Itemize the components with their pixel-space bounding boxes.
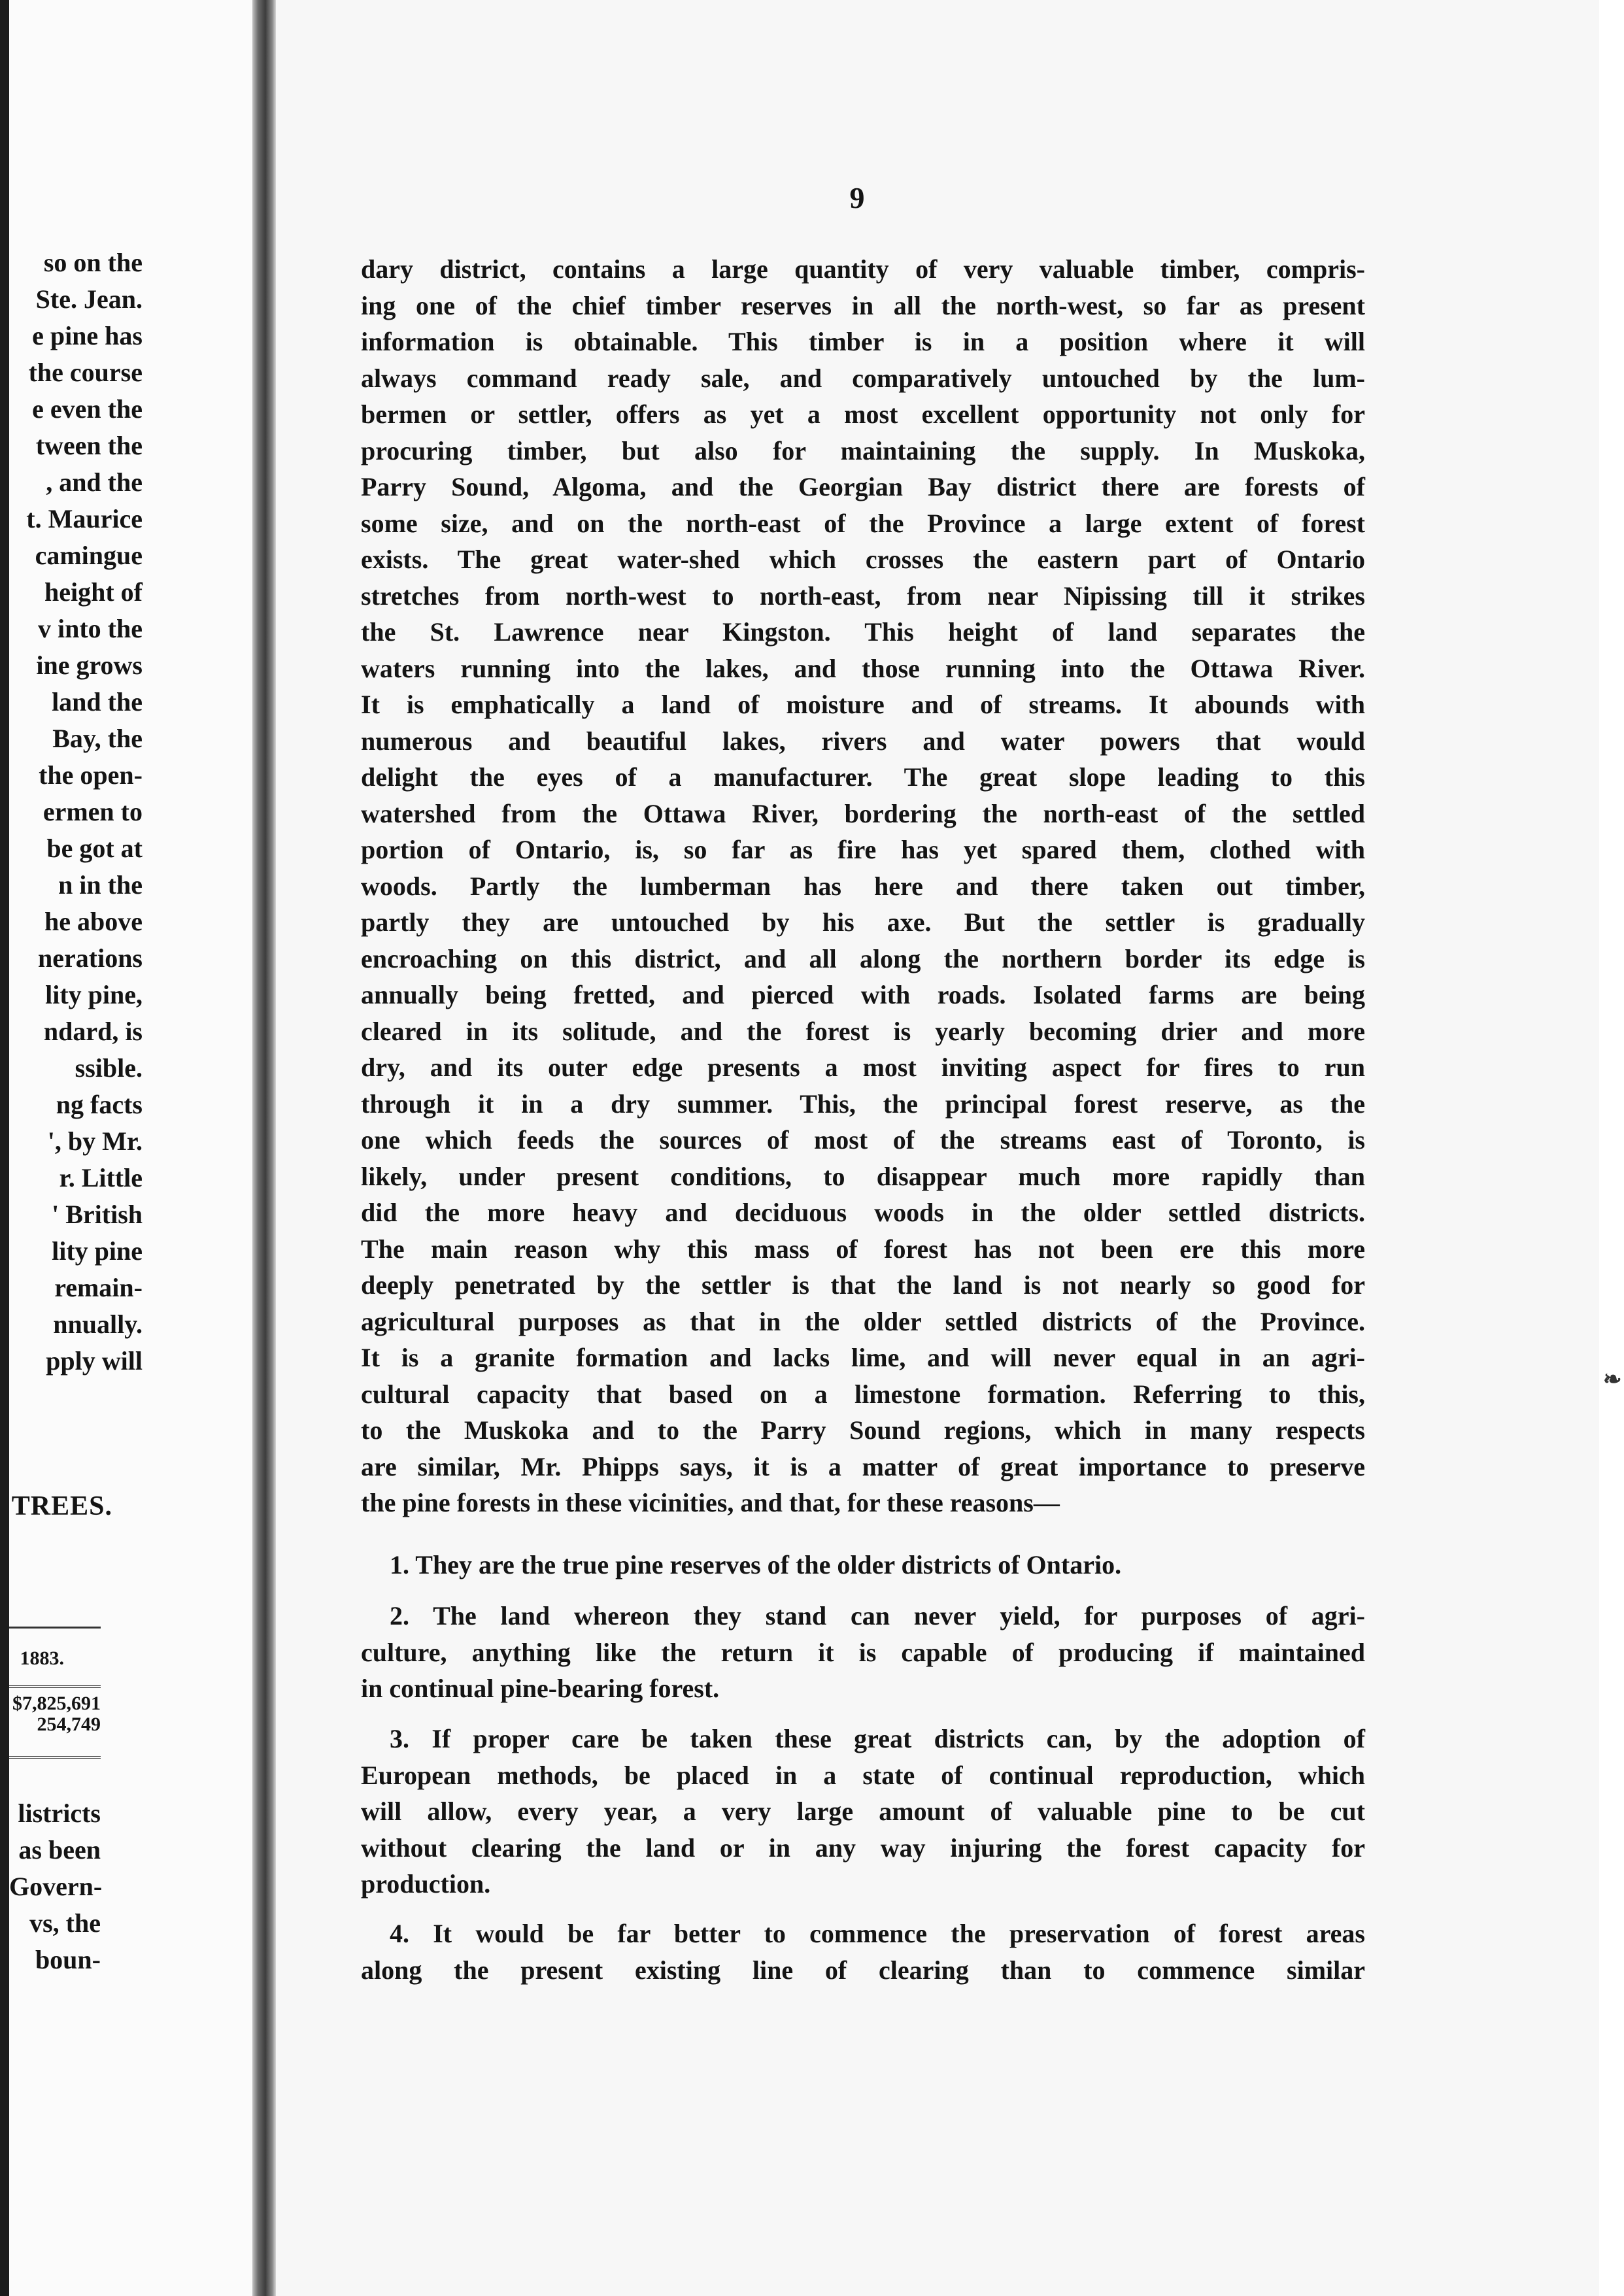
text-line: watershed from the Ottawa River, bordering the north-east of the settled xyxy=(361,798,1365,828)
facing-line: pply will xyxy=(46,1346,143,1376)
text-line: numerous and beautiful lakes, rivers and water powers that would xyxy=(361,726,1365,756)
facing-line: Govern- xyxy=(9,1872,103,1901)
list-item-line: will allow, every year, a very large amount of valuable pine to be cut xyxy=(361,1797,1365,1826)
list-item-line: in continual pine-bearing forest. xyxy=(361,1674,720,1703)
text-line: woods. Partly the lumberman has here and there taken out timber, xyxy=(361,871,1365,901)
facing-table-value: $7,825,691 xyxy=(12,1693,101,1714)
facing-line: the open- xyxy=(39,760,143,790)
text-line: deeply penetrated by the settler is that the land is not nearly so good for xyxy=(361,1270,1365,1300)
book-spine-gutter xyxy=(252,0,276,2296)
text-line: one which feeds the sources of most of the streams east of Toronto, is xyxy=(361,1125,1365,1155)
facing-line: he above xyxy=(44,907,143,936)
facing-line: listricts xyxy=(18,1798,101,1828)
text-line: through it in a dry summer. This, the principal forest reserve, as the xyxy=(361,1089,1365,1119)
text-line: information is obtainable. This timber is in a position where it will xyxy=(361,327,1365,356)
facing-line: the course xyxy=(28,358,143,387)
facing-line: v into the xyxy=(38,614,143,643)
facing-line: ng facts xyxy=(56,1090,143,1119)
list-item-line: culture, anything like the return it is capable of producing if maintained xyxy=(361,1637,1365,1667)
page-number: 9 xyxy=(849,181,865,214)
facing-line: e pine has xyxy=(32,321,143,350)
text-line: dary district, contains a large quantity of very valuable timber, compris- xyxy=(361,254,1365,284)
text-line: Parry Sound, Algoma, and the Georgian Bay district there are forests of xyxy=(361,472,1365,501)
text-line: to the Muskoka and to the Parry Sound regions, which in many respects xyxy=(361,1415,1365,1445)
facing-line: nnually. xyxy=(53,1309,143,1339)
facing-line: ndard, is xyxy=(43,1017,143,1046)
text-line: partly they are untouched by his axe. But the settler is gradually xyxy=(361,907,1365,937)
scan-backdrop-left xyxy=(0,0,9,2296)
facing-line: be got at xyxy=(46,834,143,863)
facing-line: boun- xyxy=(35,1945,101,1974)
text-line: the St. Lawrence near Kingston. This height of land separates the xyxy=(361,617,1365,647)
list-item-line: 2. The land whereon they stand can never yield, for purposes of agri- xyxy=(390,1601,1365,1630)
facing-page-text-lower xyxy=(9,1795,101,1978)
facing-table-year: 1883. xyxy=(20,1647,64,1669)
list-item-line: without clearing the land or in any way injuring the forest capacity for xyxy=(361,1832,1365,1863)
text-line: stretches from north-west to north-east, from near Nipissing till it strikes xyxy=(361,581,1365,611)
facing-line: n in the xyxy=(58,870,143,900)
list-item-line: along the present existing line of clearing than to commence similar xyxy=(361,1955,1365,1985)
list-item xyxy=(361,1598,1365,1707)
body-paragraph xyxy=(361,251,1365,1521)
facing-table-value: 254,749 xyxy=(37,1714,101,1735)
text-line: portion of Ontario, is, so far as fire has yet spared them, clothed with xyxy=(361,835,1365,864)
text-line: It is emphatically a land of moisture and of streams. It abounds with xyxy=(361,690,1365,719)
text-line: are similar, Mr. Phipps says, it is a matter of great importance to preserve xyxy=(361,1451,1365,1481)
facing-line: land the xyxy=(52,687,143,717)
text-line: dry, and its outer edge presents a most inviting aspect for fires to run xyxy=(361,1053,1365,1082)
text-line: exists. The great water-shed which crosses the eastern part of Ontario xyxy=(361,545,1365,574)
facing-line: e even the xyxy=(32,394,143,424)
facing-line: so on the xyxy=(43,248,143,277)
text-line: cleared in its solitude, and the forest is yearly becoming drier and more xyxy=(361,1016,1365,1046)
text-line: some size, and on the north-east of the Province a large extent of forest xyxy=(361,508,1365,538)
facing-line: camingue xyxy=(35,541,143,570)
facing-line: Bay, the xyxy=(52,724,143,753)
text-line: ing one of the chief timber reserves in all the north-west, so far as present xyxy=(361,290,1365,320)
facing-line: t. Maurice xyxy=(26,504,143,533)
facing-line: remain- xyxy=(54,1273,143,1302)
ornament-icon: ❧ xyxy=(1603,1368,1622,1392)
facing-line: ine grows xyxy=(36,650,143,680)
facing-table-rule xyxy=(9,1627,101,1629)
text-line: bermen or settler, offers as yet a most excellent opportunity not only for xyxy=(361,399,1365,429)
facing-line: ermen to xyxy=(42,797,143,826)
facing-line: ', by Mr. xyxy=(47,1126,143,1156)
list-item-line: European methods, be placed in a state of continual reproduction, which xyxy=(361,1760,1365,1790)
text-line: procuring timber, but also for maintaining the supply. In Muskoka, xyxy=(361,435,1365,465)
facing-section-heading: TREES. xyxy=(11,1491,112,1521)
facing-line: lity pine, xyxy=(45,980,143,1009)
text-line: annually being fretted, and pierced with roads. Isolated farms are being xyxy=(361,980,1365,1009)
list-item-line: 3. If proper care be taken these great districts can, by the adoption of xyxy=(390,1724,1365,1753)
text-line: The main reason why this mass of forest has not been ere this more xyxy=(361,1234,1365,1264)
facing-table-rule xyxy=(9,1685,101,1688)
text-line: did the more heavy and deciduous woods in the older settled districts. xyxy=(361,1198,1365,1227)
list-item xyxy=(361,1547,1365,1583)
facing-page-left xyxy=(9,0,252,2296)
text-line: cultural capacity that based on a limestone formation. Referring to this, xyxy=(361,1379,1365,1409)
text-line: delight the eyes of a manufacturer. The great slope leading to this xyxy=(361,762,1365,792)
facing-line: Ste. Jean. xyxy=(35,284,143,314)
facing-line: ' British xyxy=(52,1200,143,1229)
text-line: the pine forests in these vicinities, and that, for these reasons— xyxy=(361,1488,1060,1517)
facing-table-rule xyxy=(9,1756,101,1759)
text-line: likely, under present conditions, to disappear much more rapidly than xyxy=(361,1161,1365,1191)
facing-line: lity pine xyxy=(52,1236,143,1266)
facing-line: nerations xyxy=(38,943,143,973)
facing-line: vs, the xyxy=(29,1908,101,1938)
text-line: waters running into the lakes, and those running into the Ottawa River. xyxy=(361,653,1365,683)
facing-line: , and the xyxy=(46,467,143,497)
text-line: always command ready sale, and comparatively untouched by the lum- xyxy=(361,363,1365,393)
facing-line: tween the xyxy=(35,431,143,460)
facing-line: height of xyxy=(44,577,143,607)
text-line: agricultural purposes as that in the older settled districts of the Province. xyxy=(361,1306,1365,1336)
list-item xyxy=(361,1916,1365,1988)
list-item xyxy=(361,1721,1365,1902)
scan-backdrop-right xyxy=(1599,0,1624,2296)
list-item-line: 1. They are the true pine reserves of the older districts of Ontario. xyxy=(390,1550,1122,1579)
list-item-line: 4. It would be far better to commence the preservation of forest areas xyxy=(390,1919,1365,1948)
text-line: It is a granite formation and lacks lime, and will never equal in an agri- xyxy=(361,1343,1365,1372)
facing-line: ssible. xyxy=(75,1053,143,1083)
list-item-line: production. xyxy=(361,1869,491,1899)
facing-page-text xyxy=(9,245,143,1379)
text-line: encroaching on this district, and all along the northern border its edge is xyxy=(361,943,1365,973)
facing-line: as been xyxy=(18,1835,101,1865)
facing-line: r. Little xyxy=(59,1163,143,1192)
